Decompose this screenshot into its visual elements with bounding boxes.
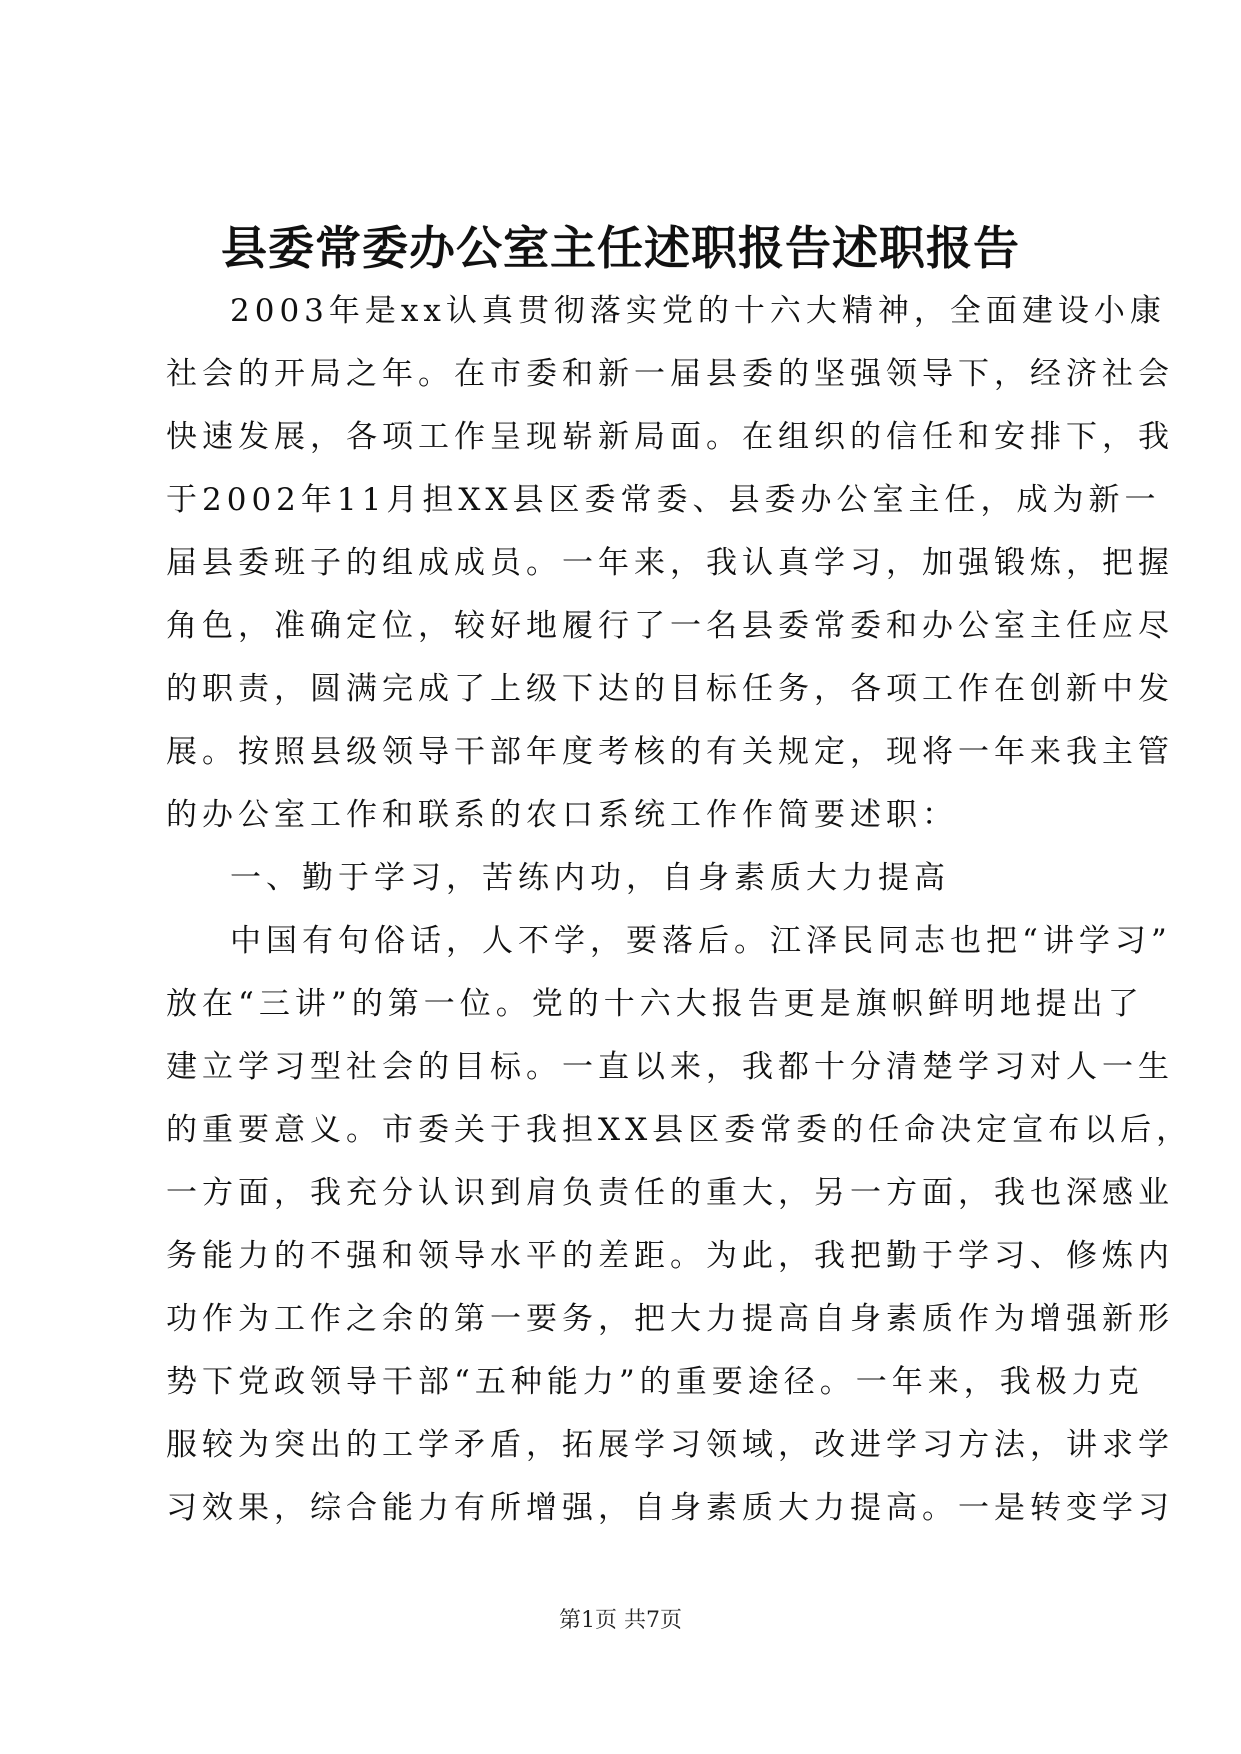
paragraph-line: 放在“三讲”的第一位。党的十六大报告更是旗帜鲜明地提出了 — [166, 986, 1144, 1022]
paragraph-line: 的重要意义。市委关于我担XX县区委常委的任命决定宣布以后， — [166, 1112, 1193, 1148]
paragraph-line: 2003年是xx认真贯彻落实党的十六大精神，全面建设小康 — [230, 293, 1166, 329]
paragraph-line: 习效果，综合能力有所增强，自身素质大力提高。一是转变学习 — [166, 1490, 1174, 1526]
paragraph-line: 建立学习型社会的目标。一直以来，我都十分清楚学习对人一生 — [166, 1049, 1174, 1085]
paragraph-line: 务能力的不强和领导水平的差距。为此，我把勤于学习、修炼内 — [166, 1238, 1174, 1274]
paragraph-line: 中国有句俗话，人不学，要落后。江泽民同志也把“讲学习” — [230, 923, 1172, 959]
paragraph-line: 服较为突出的工学矛盾，拓展学习领域，改进学习方法，讲求学 — [166, 1427, 1174, 1463]
paragraph-line: 于2002年11月担XX县区委常委、县委办公室主任，成为新一 — [166, 482, 1161, 518]
paragraph-line: 届县委班子的组成成员。一年来，我认真学习，加强锻炼，把握 — [166, 545, 1174, 581]
document-title: 县委常委办公室主任述职报告述职报告 — [221, 221, 1020, 275]
paragraph-line: 势下党政领导干部“五种能力”的重要途径。一年来，我极力克 — [166, 1364, 1144, 1400]
paragraph-line: 一方面，我充分认识到肩负责任的重大，另一方面，我也深感业 — [166, 1175, 1174, 1211]
paragraph-line: 角色，准确定位，较好地履行了一名县委常委和办公室主任应尽 — [166, 608, 1174, 644]
paragraph-line: 的办公室工作和联系的农口系统工作作简要述职： — [166, 797, 958, 833]
paragraph-line: 的职责，圆满完成了上级下达的目标任务，各项工作在创新中发 — [166, 671, 1174, 707]
page-number-footer: 第1页 共7页 — [559, 1608, 682, 1633]
paragraph-line: 展。按照县级领导干部年度考核的有关规定，现将一年来我主管 — [166, 734, 1174, 770]
paragraph-line: 功作为工作之余的第一要务，把大力提高自身素质作为增强新形 — [166, 1301, 1174, 1337]
paragraph-line: 快速发展，各项工作呈现崭新局面。在组织的信任和安排下，我 — [166, 419, 1174, 455]
section-heading: 一、勤于学习，苦练内功，自身素质大力提高 — [230, 860, 950, 896]
document-body — [166, 280, 1193, 1540]
paragraph-line: 社会的开局之年。在市委和新一届县委的坚强领导下，经济社会 — [166, 356, 1174, 392]
